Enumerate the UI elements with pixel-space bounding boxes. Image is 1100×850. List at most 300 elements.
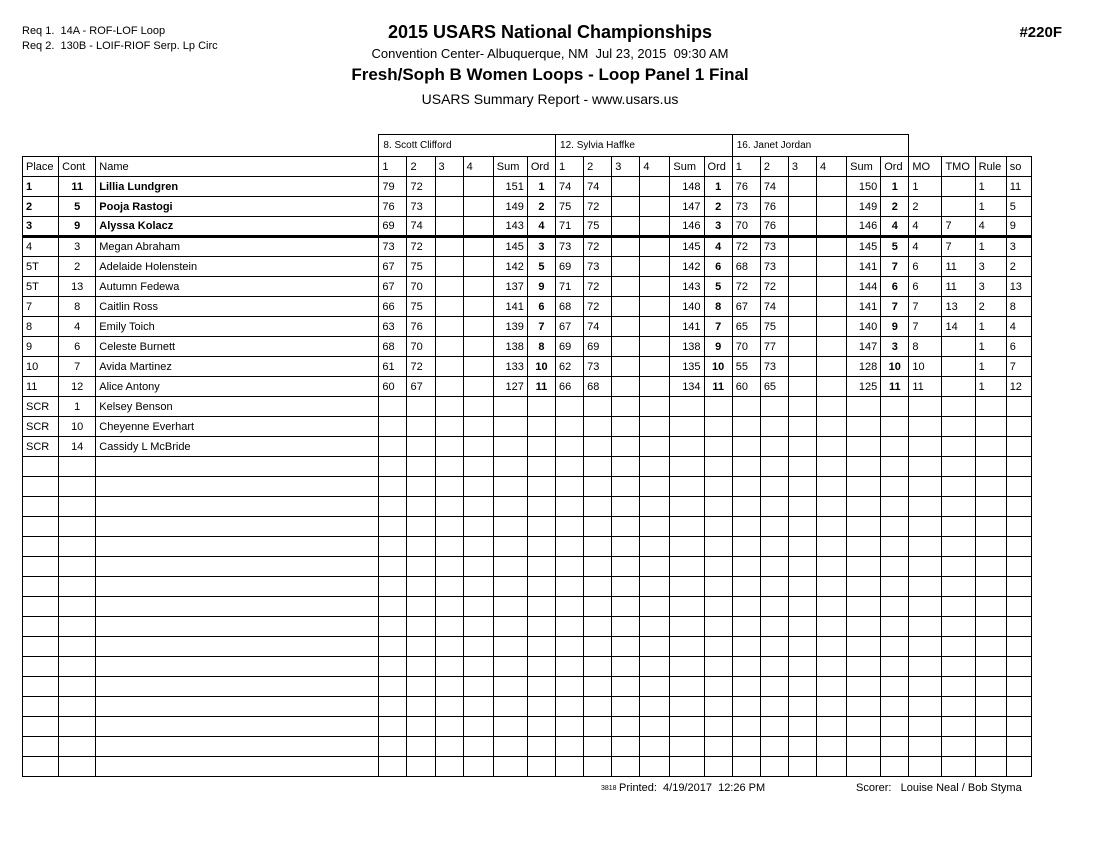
table-row bbox=[23, 617, 1032, 637]
cell-score bbox=[407, 757, 435, 777]
cell-score bbox=[463, 357, 493, 377]
cell-score bbox=[584, 537, 612, 557]
col-header-name: Name bbox=[96, 157, 379, 177]
cell-rule bbox=[975, 437, 1006, 457]
cell-score bbox=[760, 537, 788, 557]
cell-score: 71 bbox=[556, 217, 584, 237]
cell-sum: 138 bbox=[493, 337, 527, 357]
cell-score: 67 bbox=[556, 317, 584, 337]
cell-score bbox=[732, 497, 760, 517]
cell-score: 76 bbox=[760, 217, 788, 237]
cell-score bbox=[732, 437, 760, 457]
cell-ord: 2 bbox=[527, 197, 555, 217]
cell-mo bbox=[909, 577, 942, 597]
cell-ord bbox=[527, 517, 555, 537]
cell-sum bbox=[493, 477, 527, 497]
cell-sum bbox=[847, 657, 881, 677]
col-header-cont: Cont bbox=[59, 157, 96, 177]
cell-score bbox=[556, 717, 584, 737]
cell-sum bbox=[670, 437, 704, 457]
cell-place: 2 bbox=[23, 197, 59, 217]
cell-score bbox=[435, 617, 463, 637]
cell-score bbox=[788, 197, 816, 217]
cell-name: Pooja Rastogi bbox=[96, 197, 379, 217]
cell-rule: 1 bbox=[975, 177, 1006, 197]
cell-score bbox=[760, 457, 788, 477]
cell-ord: 6 bbox=[881, 277, 909, 297]
cell-ord bbox=[704, 597, 732, 617]
cell-tmo bbox=[942, 457, 975, 477]
cell-score bbox=[463, 377, 493, 397]
cell-score bbox=[788, 337, 816, 357]
col-header-score-2: 2 bbox=[407, 157, 435, 177]
cell-score bbox=[612, 477, 640, 497]
cell-mo: 1 bbox=[909, 177, 942, 197]
cell-sum: 149 bbox=[493, 197, 527, 217]
cell-score bbox=[435, 377, 463, 397]
cell-cont: 8 bbox=[59, 297, 96, 317]
cell-score: 72 bbox=[407, 237, 435, 257]
cell-place: 5T bbox=[23, 257, 59, 277]
cell-score bbox=[640, 317, 670, 337]
cell-sum bbox=[670, 657, 704, 677]
cell-sum bbox=[847, 517, 881, 537]
cell-tmo bbox=[942, 717, 975, 737]
cell-rule bbox=[975, 677, 1006, 697]
cell-score bbox=[817, 377, 847, 397]
cell-sum bbox=[847, 617, 881, 637]
table-row bbox=[23, 537, 1032, 557]
cell-mo: 6 bbox=[909, 257, 942, 277]
cell-so: 2 bbox=[1006, 257, 1031, 277]
cell-place bbox=[23, 537, 59, 557]
cell-tmo: 11 bbox=[942, 257, 975, 277]
cell-score bbox=[407, 537, 435, 557]
cell-score bbox=[463, 597, 493, 617]
cell-sum bbox=[847, 497, 881, 517]
cell-place: SCR bbox=[23, 437, 59, 457]
cell-name: Avida Martinez bbox=[96, 357, 379, 377]
cell-score bbox=[379, 697, 407, 717]
cell-score bbox=[732, 677, 760, 697]
cell-score bbox=[463, 257, 493, 277]
cell-score bbox=[640, 217, 670, 237]
cell-rule bbox=[975, 717, 1006, 737]
cell-sum bbox=[670, 397, 704, 417]
col-header-so: so bbox=[1006, 157, 1031, 177]
cell-score bbox=[463, 537, 493, 557]
cell-sum bbox=[670, 417, 704, 437]
cell-score bbox=[788, 357, 816, 377]
cell-score bbox=[379, 497, 407, 517]
cell-ord bbox=[881, 717, 909, 737]
cell-score bbox=[435, 517, 463, 537]
requirement-1: Req 1. 14A - ROF-LOF Loop bbox=[22, 25, 166, 37]
cell-ord bbox=[704, 737, 732, 757]
cell-sum bbox=[847, 597, 881, 617]
cell-score bbox=[612, 277, 640, 297]
cell-place bbox=[23, 677, 59, 697]
cell-ord: 10 bbox=[881, 357, 909, 377]
cell-sum bbox=[847, 737, 881, 757]
cell-score bbox=[463, 437, 493, 457]
cell-cont bbox=[59, 697, 96, 717]
cell-score bbox=[640, 617, 670, 637]
cell-ord: 7 bbox=[881, 257, 909, 277]
cell-mo bbox=[909, 657, 942, 677]
cell-score bbox=[407, 497, 435, 517]
cell-score bbox=[612, 417, 640, 437]
cell-ord: 9 bbox=[881, 317, 909, 337]
cell-sum bbox=[493, 637, 527, 657]
cell-score bbox=[817, 457, 847, 477]
cell-rule: 3 bbox=[975, 257, 1006, 277]
cell-place: 11 bbox=[23, 377, 59, 397]
cell-score bbox=[760, 577, 788, 597]
cell-score bbox=[612, 397, 640, 417]
cell-sum: 133 bbox=[493, 357, 527, 377]
cell-score bbox=[817, 217, 847, 237]
cell-score bbox=[407, 657, 435, 677]
cell-score bbox=[556, 397, 584, 417]
cell-sum: 146 bbox=[847, 217, 881, 237]
cell-score bbox=[584, 497, 612, 517]
cell-ord bbox=[704, 497, 732, 517]
cell-ord: 2 bbox=[704, 197, 732, 217]
cell-cont: 12 bbox=[59, 377, 96, 397]
cell-mo bbox=[909, 597, 942, 617]
cell-cont: 5 bbox=[59, 197, 96, 217]
cell-sum bbox=[847, 437, 881, 457]
cell-ord bbox=[704, 417, 732, 437]
cell-so: 4 bbox=[1006, 317, 1031, 337]
cell-score bbox=[817, 677, 847, 697]
col-header-ord: Ord bbox=[527, 157, 555, 177]
cell-score: 73 bbox=[760, 237, 788, 257]
cell-score bbox=[379, 477, 407, 497]
cell-score bbox=[640, 377, 670, 397]
cell-ord: 11 bbox=[704, 377, 732, 397]
cell-score bbox=[612, 217, 640, 237]
cell-score bbox=[817, 277, 847, 297]
cell-mo: 2 bbox=[909, 197, 942, 217]
cell-ord: 7 bbox=[881, 297, 909, 317]
cell-so bbox=[1006, 597, 1031, 617]
cell-score bbox=[435, 597, 463, 617]
cell-score bbox=[463, 557, 493, 577]
col-header-score-1: 1 bbox=[379, 157, 407, 177]
cell-score bbox=[556, 437, 584, 457]
cell-score: 74 bbox=[556, 177, 584, 197]
cell-ord: 10 bbox=[704, 357, 732, 377]
cell-score bbox=[760, 737, 788, 757]
cell-sum bbox=[493, 457, 527, 477]
cell-score bbox=[612, 357, 640, 377]
cell-sum: 134 bbox=[670, 377, 704, 397]
cell-so bbox=[1006, 697, 1031, 717]
cell-ord bbox=[527, 737, 555, 757]
cell-ord bbox=[881, 637, 909, 657]
cell-mo bbox=[909, 437, 942, 457]
col-header-rule: Rule bbox=[975, 157, 1006, 177]
cell-sum: 143 bbox=[493, 217, 527, 237]
cell-score bbox=[435, 577, 463, 597]
scorer-names: Scorer: Louise Neal / Bob Styma bbox=[856, 782, 1022, 794]
cell-sum: 143 bbox=[670, 277, 704, 297]
cell-name bbox=[96, 517, 379, 537]
cell-tmo bbox=[942, 677, 975, 697]
cell-score bbox=[640, 457, 670, 477]
table-row bbox=[23, 457, 1032, 477]
cell-score bbox=[788, 497, 816, 517]
col-header-score-4: 4 bbox=[817, 157, 847, 177]
cell-score bbox=[788, 617, 816, 637]
cell-score bbox=[379, 657, 407, 677]
cell-score: 74 bbox=[760, 177, 788, 197]
cell-ord bbox=[881, 577, 909, 597]
cell-ord bbox=[527, 597, 555, 617]
cell-score bbox=[463, 337, 493, 357]
cell-sum bbox=[670, 697, 704, 717]
cell-place: SCR bbox=[23, 397, 59, 417]
cell-score: 69 bbox=[556, 257, 584, 277]
cell-score bbox=[463, 297, 493, 317]
cell-score: 68 bbox=[584, 377, 612, 397]
cell-name: Caitlin Ross bbox=[96, 297, 379, 317]
cell-score bbox=[463, 237, 493, 257]
cell-tmo bbox=[942, 357, 975, 377]
cell-so bbox=[1006, 397, 1031, 417]
cell-place bbox=[23, 497, 59, 517]
table-row bbox=[23, 477, 1032, 497]
cell-ord bbox=[527, 557, 555, 577]
cell-tmo bbox=[942, 177, 975, 197]
cell-score: 55 bbox=[732, 357, 760, 377]
cell-sum: 140 bbox=[670, 297, 704, 317]
cell-score bbox=[584, 697, 612, 717]
cell-score bbox=[463, 657, 493, 677]
cell-place bbox=[23, 577, 59, 597]
table-row bbox=[23, 677, 1032, 697]
cell-name bbox=[96, 657, 379, 677]
cell-rule: 3 bbox=[975, 277, 1006, 297]
cell-so bbox=[1006, 617, 1031, 637]
cell-score: 69 bbox=[379, 217, 407, 237]
cell-score: 72 bbox=[407, 177, 435, 197]
cell-score bbox=[463, 197, 493, 217]
cell-score bbox=[556, 537, 584, 557]
cell-ord bbox=[881, 737, 909, 757]
cell-mo bbox=[909, 497, 942, 517]
table-row bbox=[23, 177, 1032, 197]
cell-cont: 14 bbox=[59, 437, 96, 457]
cell-name bbox=[96, 557, 379, 577]
cell-cont: 3 bbox=[59, 237, 96, 257]
cell-rule bbox=[975, 417, 1006, 437]
cell-score: 67 bbox=[379, 257, 407, 277]
cell-score bbox=[435, 237, 463, 257]
requirement-2: Req 2. 130B - LOIF-RIOF Serp. Lp Circ bbox=[22, 40, 218, 52]
cell-score bbox=[407, 717, 435, 737]
cell-score: 74 bbox=[407, 217, 435, 237]
cell-score bbox=[640, 657, 670, 677]
cell-score bbox=[584, 517, 612, 537]
table-row bbox=[23, 597, 1032, 617]
table-row bbox=[23, 697, 1032, 717]
cell-ord bbox=[527, 497, 555, 517]
cell-ord bbox=[527, 637, 555, 657]
cell-sum bbox=[493, 557, 527, 577]
cell-score bbox=[760, 437, 788, 457]
cell-ord: 4 bbox=[704, 237, 732, 257]
cell-score bbox=[407, 617, 435, 637]
cell-score: 70 bbox=[407, 337, 435, 357]
cell-score bbox=[435, 317, 463, 337]
cell-score bbox=[640, 257, 670, 277]
cell-score: 70 bbox=[407, 277, 435, 297]
cell-so bbox=[1006, 717, 1031, 737]
cell-score bbox=[640, 637, 670, 657]
cell-score bbox=[788, 537, 816, 557]
cell-score bbox=[556, 677, 584, 697]
cell-score bbox=[612, 757, 640, 777]
cell-cont bbox=[59, 617, 96, 637]
cell-mo: 7 bbox=[909, 317, 942, 337]
cell-score bbox=[612, 317, 640, 337]
cell-tmo bbox=[942, 397, 975, 417]
cell-sum: 147 bbox=[670, 197, 704, 217]
col-header-place: Place bbox=[23, 157, 59, 177]
cell-sum bbox=[670, 537, 704, 557]
table-row bbox=[23, 637, 1032, 657]
cell-score: 73 bbox=[407, 197, 435, 217]
event-number: #220F bbox=[1019, 24, 1062, 41]
cell-cont bbox=[59, 497, 96, 517]
cell-ord bbox=[527, 697, 555, 717]
cell-ord: 3 bbox=[527, 237, 555, 257]
cell-mo bbox=[909, 457, 942, 477]
cell-mo bbox=[909, 717, 942, 737]
cell-score bbox=[463, 397, 493, 417]
cell-sum bbox=[847, 757, 881, 777]
table-row bbox=[23, 657, 1032, 677]
table-row bbox=[23, 277, 1032, 297]
cell-sum bbox=[493, 397, 527, 417]
cell-score bbox=[407, 517, 435, 537]
cell-cont: 7 bbox=[59, 357, 96, 377]
cell-score bbox=[584, 477, 612, 497]
cell-score bbox=[435, 757, 463, 777]
cell-score bbox=[732, 457, 760, 477]
cell-sum: 145 bbox=[493, 237, 527, 257]
cell-score bbox=[584, 637, 612, 657]
cell-cont: 13 bbox=[59, 277, 96, 297]
cell-so: 12 bbox=[1006, 377, 1031, 397]
cell-sum: 127 bbox=[493, 377, 527, 397]
cell-score: 66 bbox=[379, 297, 407, 317]
cell-score bbox=[407, 577, 435, 597]
cell-score: 75 bbox=[760, 317, 788, 337]
cell-rule: 1 bbox=[975, 197, 1006, 217]
cell-sum bbox=[670, 457, 704, 477]
cell-sum bbox=[670, 577, 704, 597]
cell-so bbox=[1006, 517, 1031, 537]
cell-score bbox=[788, 297, 816, 317]
cell-ord: 3 bbox=[704, 217, 732, 237]
cell-mo bbox=[909, 537, 942, 557]
cell-name bbox=[96, 497, 379, 517]
cell-score bbox=[788, 217, 816, 237]
cell-score bbox=[435, 397, 463, 417]
cell-rule bbox=[975, 737, 1006, 757]
cell-score bbox=[640, 577, 670, 597]
cell-so bbox=[1006, 497, 1031, 517]
cell-sum bbox=[493, 617, 527, 637]
cell-sum bbox=[847, 417, 881, 437]
cell-sum bbox=[847, 697, 881, 717]
cell-score bbox=[463, 577, 493, 597]
cell-score bbox=[435, 297, 463, 317]
cell-sum: 147 bbox=[847, 337, 881, 357]
cell-score bbox=[732, 597, 760, 617]
cell-score: 70 bbox=[732, 217, 760, 237]
cell-cont: 9 bbox=[59, 217, 96, 237]
cell-score bbox=[435, 537, 463, 557]
cell-score bbox=[640, 477, 670, 497]
cell-sum bbox=[493, 537, 527, 557]
cell-tmo bbox=[942, 637, 975, 657]
cell-tmo bbox=[942, 517, 975, 537]
cell-score bbox=[760, 557, 788, 577]
cell-ord bbox=[704, 457, 732, 477]
cell-place bbox=[23, 597, 59, 617]
cell-rule: 1 bbox=[975, 377, 1006, 397]
cell-name bbox=[96, 617, 379, 637]
cell-rule bbox=[975, 657, 1006, 677]
table-row bbox=[23, 557, 1032, 577]
cell-place bbox=[23, 757, 59, 777]
cell-cont bbox=[59, 537, 96, 557]
cell-cont bbox=[59, 657, 96, 677]
cell-name bbox=[96, 477, 379, 497]
cell-score bbox=[584, 557, 612, 577]
cell-sum bbox=[670, 677, 704, 697]
cell-score bbox=[640, 677, 670, 697]
cell-score: 79 bbox=[379, 177, 407, 197]
cell-score bbox=[379, 597, 407, 617]
cell-place: 7 bbox=[23, 297, 59, 317]
cell-name: Kelsey Benson bbox=[96, 397, 379, 417]
cell-ord bbox=[704, 557, 732, 577]
cell-rule bbox=[975, 597, 1006, 617]
cell-rule bbox=[975, 617, 1006, 637]
cell-sum: 141 bbox=[847, 257, 881, 277]
cell-ord bbox=[881, 697, 909, 717]
cell-rule bbox=[975, 577, 1006, 597]
cell-score bbox=[788, 657, 816, 677]
cell-score: 74 bbox=[760, 297, 788, 317]
cell-score bbox=[463, 637, 493, 657]
cell-place bbox=[23, 637, 59, 657]
cell-score: 76 bbox=[732, 177, 760, 197]
cell-name: Emily Toich bbox=[96, 317, 379, 337]
cell-score: 65 bbox=[760, 377, 788, 397]
cell-score bbox=[556, 657, 584, 677]
cell-score bbox=[732, 737, 760, 757]
cell-ord bbox=[527, 657, 555, 677]
cell-rule: 1 bbox=[975, 317, 1006, 337]
cell-score bbox=[407, 737, 435, 757]
